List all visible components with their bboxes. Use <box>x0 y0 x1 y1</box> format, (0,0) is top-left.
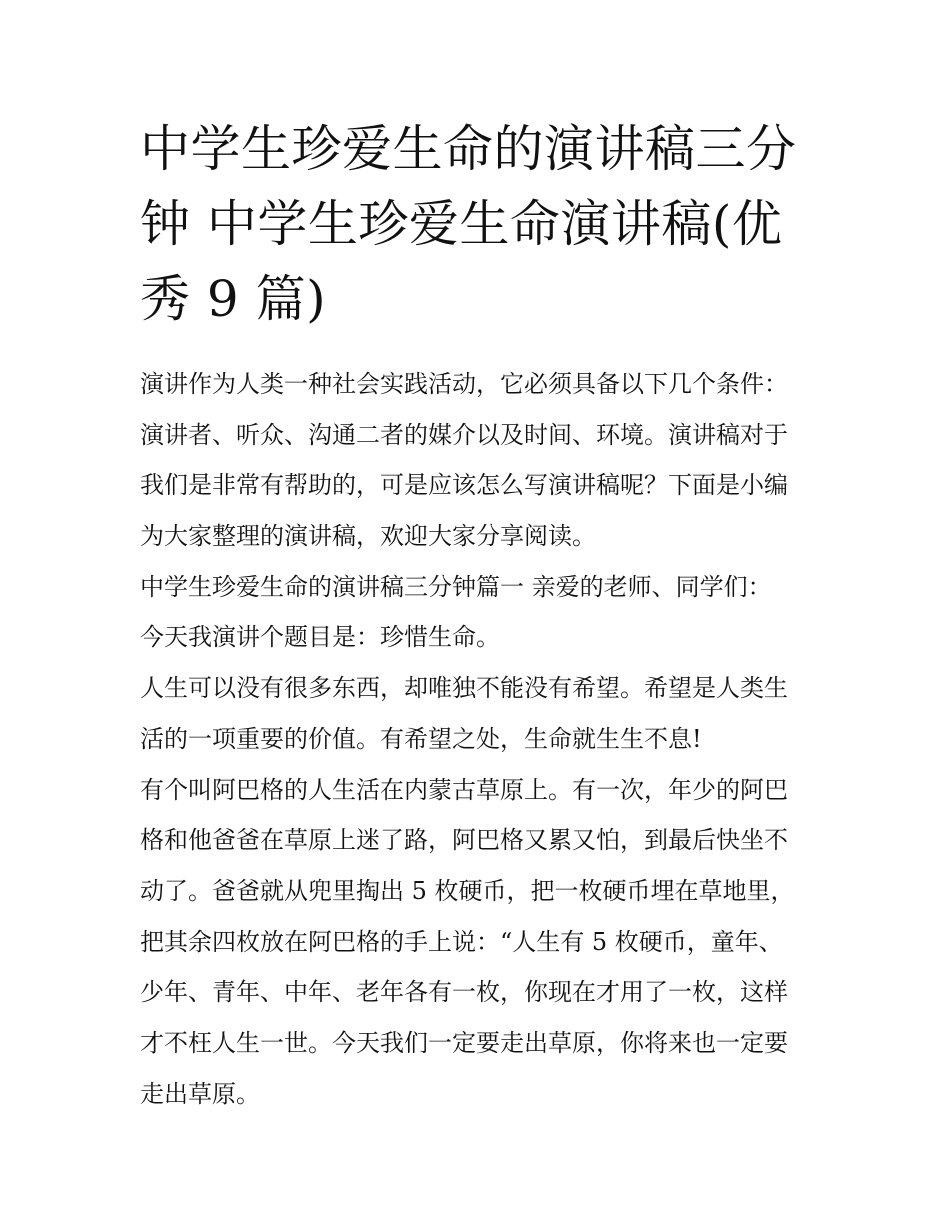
body-line: 人生可以没有很多东西，却唯独不能没有希望。希望是人类生 <box>140 674 788 703</box>
document-title <box>140 112 820 337</box>
body-line: 有个叫阿巴格的人生活在内蒙古草原上。有一次，年少的阿巴 <box>140 775 788 804</box>
body-line: 把其余四枚放在阿巴格的手上说：“人生有 5 枚硬币，童年、 <box>140 927 783 956</box>
body-line: 演讲者、听众、沟通二者的媒介以及时间、环境。演讲稿对于 <box>140 420 788 449</box>
body-line: 中学生珍爱生命的演讲稿三分钟篇一 亲爱的老师、同学们： <box>140 572 772 601</box>
body-line: 少年、青年、中年、老年各有一枚，你现在才用了一枚，这样 <box>140 978 788 1007</box>
body-line: 今天我演讲个题目是：珍惜生命。 <box>140 623 500 652</box>
document-page <box>140 112 820 1119</box>
title-line: 钟 中学生珍爱生命演讲稿(优 <box>140 195 783 253</box>
document-body <box>140 359 820 1119</box>
body-line: 动了。爸爸就从兜里掏出 5 枚硬币，把一枚硬币埋在草地里， <box>140 876 795 905</box>
title-line: 秀 9 篇) <box>140 270 327 328</box>
body-line: 我们是非常有帮助的，可是应该怎么写演讲稿呢？下面是小编 <box>140 471 788 500</box>
body-line: 格和他爸爸在草原上迷了路，阿巴格又累又怕，到最后快坐不 <box>140 826 788 855</box>
body-line: 演讲作为人类一种社会实践活动，它必须具备以下几个条件： <box>140 370 788 398</box>
body-line: 才不枉人生一世。今天我们一定要走出草原，你将来也一定要 <box>140 1028 788 1057</box>
body-line: 活的一项重要的价值。有希望之处，生命就生生不息! <box>140 724 702 753</box>
body-line: 走出草原。 <box>140 1079 260 1108</box>
title-line: 中学生珍爱生命的演讲稿三分 <box>140 120 797 178</box>
body-line: 为大家整理的演讲稿，欢迎大家分享阅读。 <box>140 522 596 551</box>
